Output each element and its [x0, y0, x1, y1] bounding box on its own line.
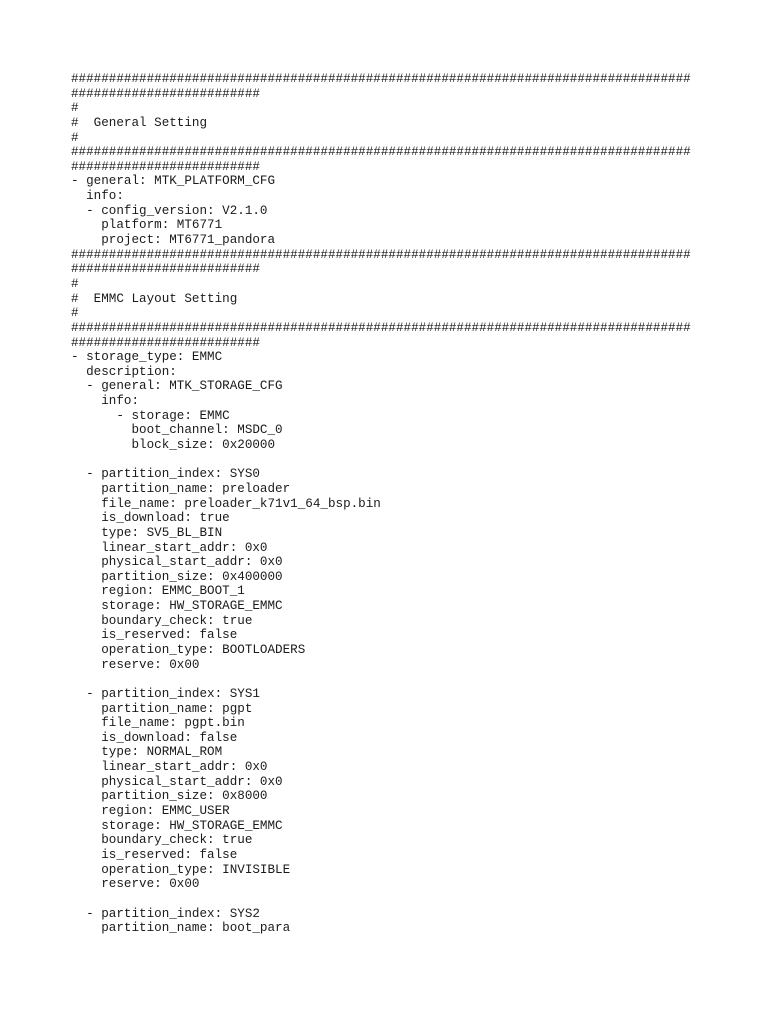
- document-line: partition_name: pgpt: [71, 701, 253, 716]
- document-line: - config_version: V2.1.0: [71, 203, 268, 218]
- document-line: physical_start_addr: 0x0: [71, 555, 283, 570]
- document-page: [71, 72, 711, 936]
- document-line: description:: [71, 364, 177, 379]
- document-line: - partition_index: SYS0: [71, 467, 260, 482]
- document-line: #########################: [71, 262, 260, 277]
- document-line: is_download: false: [71, 730, 238, 745]
- document-line: ##################################################################################: [71, 247, 691, 262]
- document-line: [71, 672, 711, 687]
- document-line: - partition_index: SYS1: [71, 686, 260, 701]
- document-line: operation_type: INVISIBLE: [71, 862, 291, 877]
- document-line: [71, 892, 711, 907]
- document-line: physical_start_addr: 0x0: [71, 774, 283, 789]
- document-line: partition_name: preloader: [71, 481, 291, 496]
- document-line: - partition_index: SYS2: [71, 906, 260, 921]
- document-line: reserve: 0x00: [71, 877, 200, 892]
- document-line: - general: MTK_PLATFORM_CFG: [71, 174, 276, 189]
- document-line: is_reserved: false: [71, 847, 238, 862]
- document-line: is_download: true: [71, 511, 230, 526]
- document-line: - storage: EMMC: [71, 408, 230, 423]
- document-line: region: EMMC_USER: [71, 804, 230, 819]
- document-line: #: [71, 276, 79, 291]
- document-line: #: [71, 130, 79, 145]
- document-line: is_reserved: false: [71, 628, 238, 643]
- document-text: [71, 72, 711, 936]
- document-line: platform: MT6771: [71, 218, 223, 233]
- document-line: file_name: preloader_k71v1_64_bsp.bin: [71, 496, 381, 511]
- document-line: #: [71, 306, 79, 321]
- document-line: partition_size: 0x8000: [71, 789, 268, 804]
- document-line: partition_size: 0x400000: [71, 569, 283, 584]
- document-line: type: SV5_BL_BIN: [71, 525, 223, 540]
- document-line: - storage_type: EMMC: [71, 350, 223, 365]
- document-line: #########################: [71, 335, 260, 350]
- document-line: ##################################################################################: [71, 72, 691, 86]
- document-line: storage: HW_STORAGE_EMMC: [71, 818, 283, 833]
- document-line: linear_start_addr: 0x0: [71, 540, 268, 555]
- document-line: boundary_check: true: [71, 833, 253, 848]
- document-line: ##################################################################################: [71, 145, 691, 160]
- document-line: boot_channel: MSDC_0: [71, 423, 283, 438]
- document-line: storage: HW_STORAGE_EMMC: [71, 599, 283, 614]
- document-line: block_size: 0x20000: [71, 438, 276, 453]
- document-line: [71, 453, 711, 468]
- document-line: project: MT6771_pandora: [71, 233, 276, 248]
- document-line: #########################: [71, 86, 260, 101]
- document-line: linear_start_addr: 0x0: [71, 760, 268, 775]
- document-line: ##################################################################################: [71, 320, 691, 335]
- document-line: info:: [71, 394, 140, 409]
- document-line: #: [71, 101, 79, 116]
- document-line: info:: [71, 189, 124, 204]
- document-line: type: NORMAL_ROM: [71, 745, 223, 760]
- document-line: partition_name: boot_para: [71, 921, 291, 936]
- document-line: #########################: [71, 159, 260, 174]
- document-line: - general: MTK_STORAGE_CFG: [71, 379, 283, 394]
- document-line: boundary_check: true: [71, 613, 253, 628]
- document-line: # EMMC Layout Setting: [71, 291, 238, 306]
- document-line: operation_type: BOOTLOADERS: [71, 642, 306, 657]
- document-line: region: EMMC_BOOT_1: [71, 584, 245, 599]
- document-line: reserve: 0x00: [71, 657, 200, 672]
- document-line: file_name: pgpt.bin: [71, 716, 245, 731]
- document-line: # General Setting: [71, 115, 208, 130]
